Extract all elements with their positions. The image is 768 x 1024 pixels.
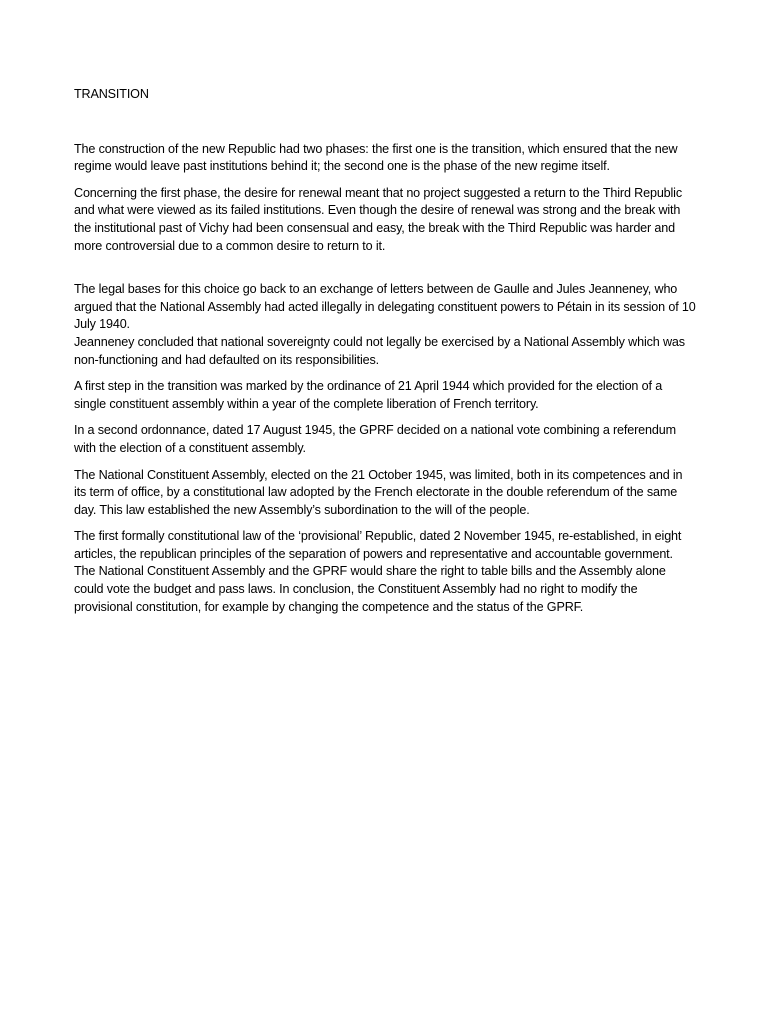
paragraph-ordonnance-1945: In a second ordonnance, dated 17 August 1945, the GPRF decided on a national vote combining a referendum with the election of a constituent assembly. (74, 423, 676, 455)
paragraph-legal-bases: The legal bases for this choice go back to an exchange of letters between de Gaulle and Jules Jeanneney, who argued that the National Assembly had acted illegally in delegating constituent powers to Pétain in its session of 10 July 1940. (74, 282, 696, 332)
paragraph-constitutional-law: The first formally constitutional law of the ‘provisional’ Republic, dated 2 November 1945, re-established, in eight articles, the republican principles of the separation of powers and representative and accountable government. The National Constituent Assembly and the GPRF would share the right to table bills and the Assembly alone could vote the budget and pass laws. In conclusion, the Constituent Assembly had no right to modify the provisional constitution, for example by changing the competence and the status of the GPRF. (74, 529, 682, 614)
paragraph-first-phase: Concerning the first phase, the desire for renewal meant that no project suggested a return to the Third Republic and what were viewed as its failed institutions. Even though the desire of renewal was strong and the break with the institutional past of Vichy had been consensual and easy, the break with the Third Republic was harder and more controversial due to a common desire to return to it. (74, 185, 682, 253)
document-body (74, 141, 696, 617)
document-title: TRANSITION (74, 87, 149, 101)
paragraph-ordinance-1944: A first step in the transition was marked by the ordinance of 21 April 1944 which provided for the election of a single constituent assembly within a year of the complete liberation of French territory. (74, 379, 663, 411)
paragraph-two-phases: The construction of the new Republic had two phases: the first one is the transition, which ensured that the new regime would leave past institutions behind it; the second one is the phase of the new regime itself. (74, 141, 678, 174)
paragraph-jeanneney-conclusion: Jeanneney concluded that national sovereignty could not legally be exercised by a National Assembly which was non-functioning and had defaulted on its responsibilities. (74, 334, 685, 367)
paragraph-constituent-assembly: The National Constituent Assembly, elected on the 21 October 1945, was limited, both in its competences and in its term of office, by a constitutional law adopted by the French electorate in the double referendum of the same day. This law established the new Assembly’s subordination to the will of the people. (74, 467, 683, 517)
